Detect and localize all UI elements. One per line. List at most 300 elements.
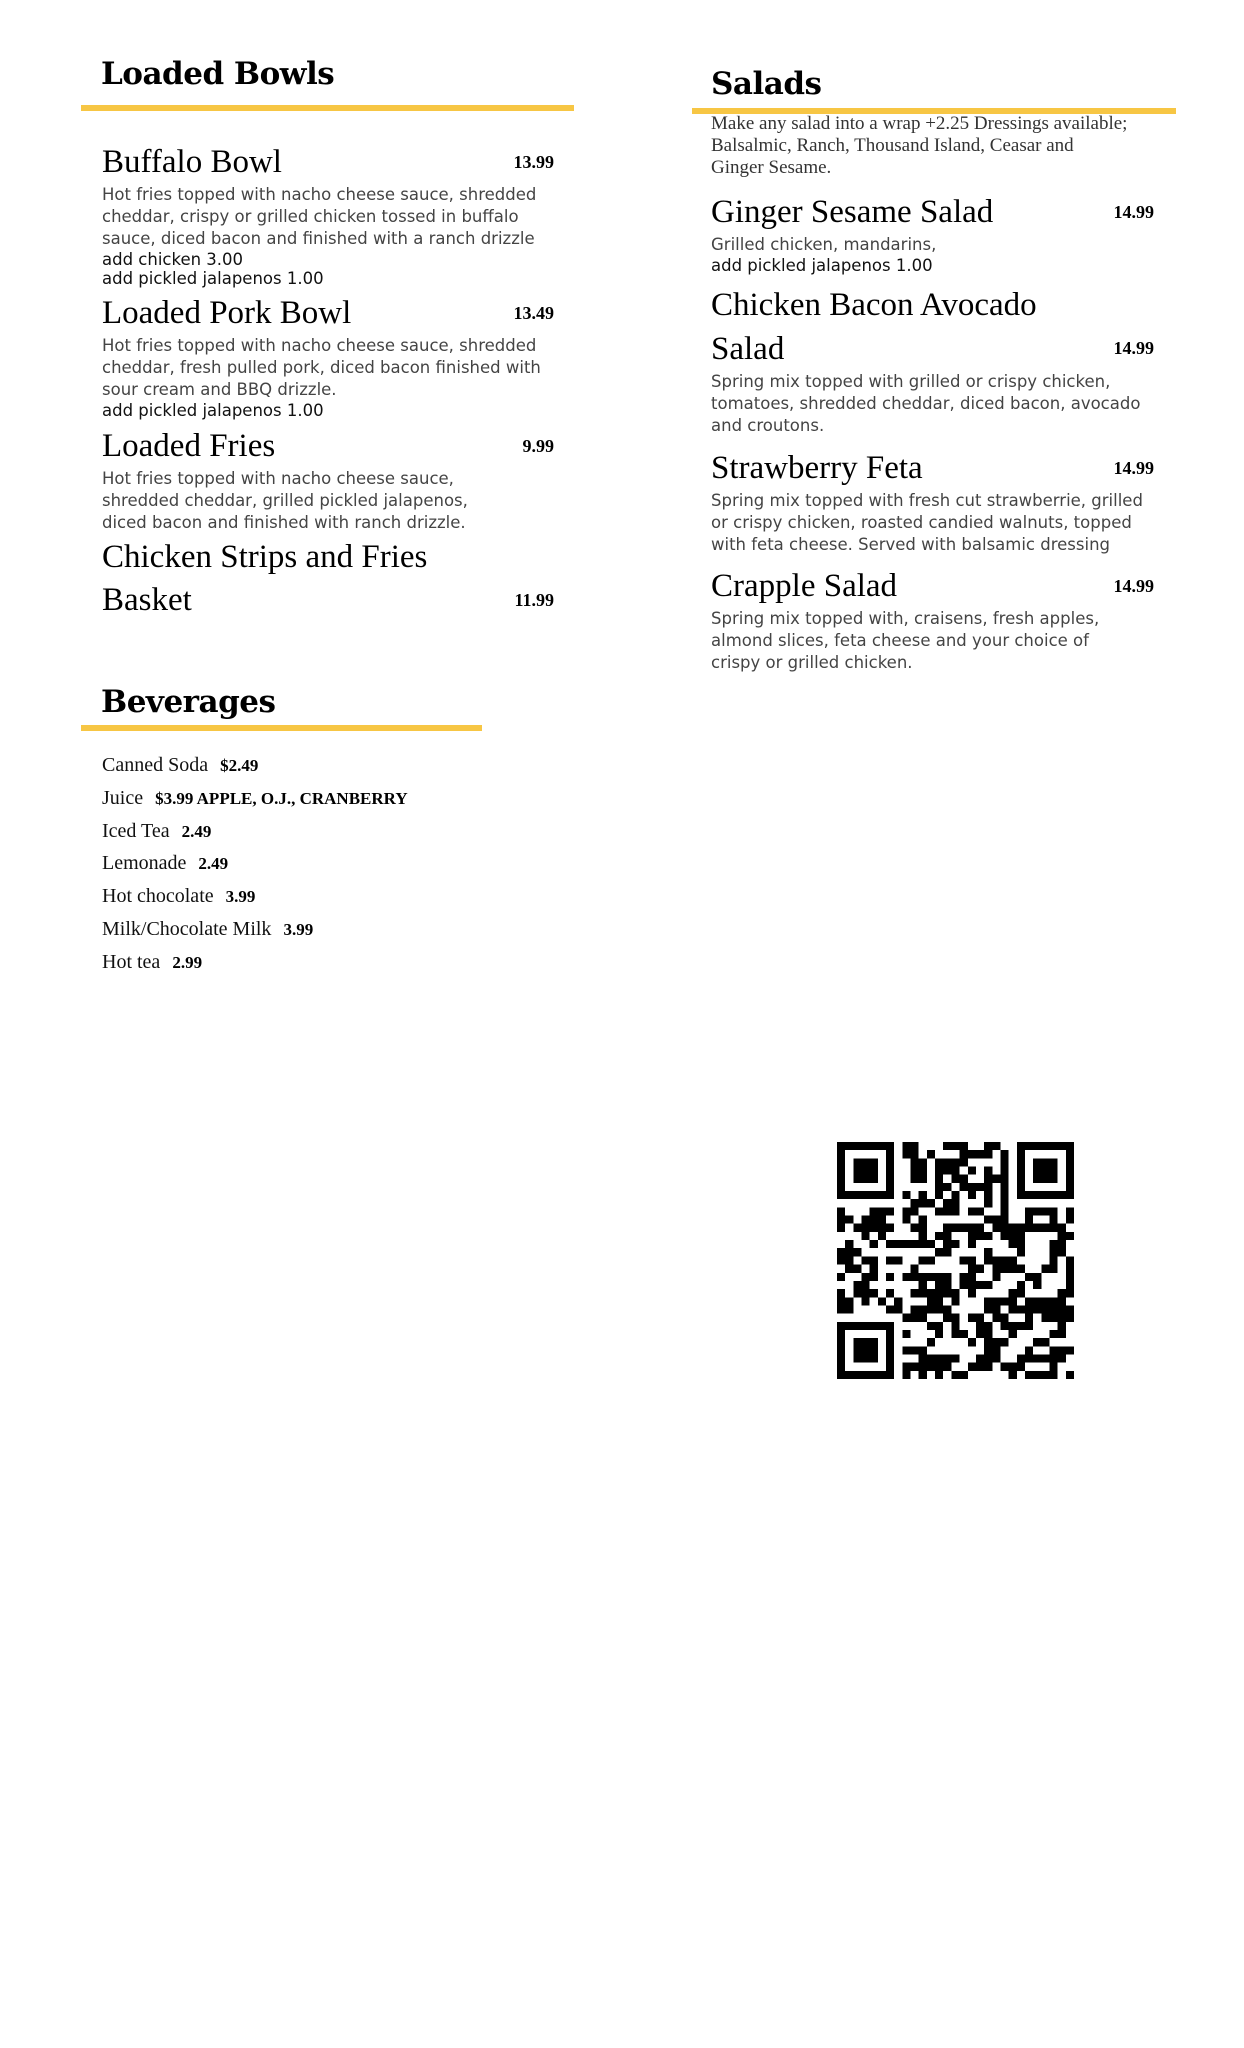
- beverage-price: $3.99 APPLE, O.J., CRANBERRY: [155, 789, 408, 808]
- qr-module: [894, 1256, 902, 1264]
- qr-module: [976, 1265, 984, 1273]
- menu-item-chicken-bacon-avocado-salad: [711, 283, 1154, 437]
- qr-module: [911, 1150, 919, 1158]
- qr-module: [968, 1281, 976, 1289]
- qr-module: [960, 1142, 968, 1150]
- qr-module: [1066, 1305, 1074, 1313]
- qr-module: [1000, 1224, 1008, 1232]
- qr-module: [960, 1150, 968, 1158]
- qr-module: [902, 1314, 910, 1322]
- beverage-name: Iced Tea: [102, 820, 170, 842]
- qr-module: [1049, 1297, 1057, 1305]
- item-description: Spring mix topped with, craisens, fresh apples, almond slices, feta cheese and your choice of crispy or grilled chicken.: [711, 609, 1100, 672]
- qr-module: [943, 1273, 951, 1281]
- qr-module: [943, 1167, 951, 1175]
- qr-module: [902, 1346, 910, 1354]
- qr-module: [984, 1142, 992, 1150]
- qr-module: [943, 1183, 951, 1191]
- qr-module: [837, 1224, 845, 1232]
- qr-module: [968, 1207, 976, 1215]
- qr-module: [853, 1265, 861, 1273]
- qr-module: [1017, 1240, 1025, 1248]
- qr-module: [902, 1363, 910, 1371]
- beverage-name: Juice: [102, 787, 144, 809]
- qr-module: [911, 1305, 919, 1313]
- qr-module: [837, 1297, 845, 1305]
- qr-module: [927, 1289, 935, 1297]
- qr-module: [911, 1240, 919, 1248]
- qr-module: [935, 1232, 943, 1240]
- qr-module: [1033, 1281, 1041, 1289]
- qr-module: [886, 1289, 894, 1297]
- qr-module: [960, 1281, 968, 1289]
- qr-module: [1000, 1314, 1008, 1322]
- qr-module: [1066, 1207, 1074, 1215]
- qr-module: [968, 1240, 976, 1248]
- qr-module: [992, 1224, 1000, 1232]
- qr-module: [837, 1248, 845, 1256]
- qr-module: [976, 1363, 984, 1371]
- menu-item-strawberry-feta: [711, 446, 1154, 556]
- item-price: 14.99: [1113, 576, 1154, 596]
- item-price: 14.99: [1113, 458, 1154, 478]
- qr-module: [992, 1297, 1000, 1305]
- beverages-rule: [81, 725, 482, 731]
- qr-module: [1049, 1216, 1057, 1224]
- qr-module: [1049, 1346, 1057, 1354]
- item-price: 13.99: [513, 152, 554, 172]
- qr-module: [927, 1338, 935, 1346]
- qr-module: [870, 1289, 878, 1297]
- qr-module: [1049, 1224, 1057, 1232]
- qr-module: [845, 1240, 853, 1248]
- qr-module: [992, 1273, 1000, 1281]
- qr-module: [968, 1265, 976, 1273]
- qr-module: [1041, 1371, 1049, 1379]
- qr-module: [919, 1232, 927, 1240]
- qr-module: [951, 1167, 959, 1175]
- item-name: Strawberry Feta: [711, 450, 923, 486]
- qr-module: [992, 1216, 1000, 1224]
- qr-module: [845, 1305, 853, 1313]
- beverage-item: [102, 951, 202, 974]
- qr-module: [1033, 1224, 1041, 1232]
- qr-module: [1025, 1346, 1033, 1354]
- qr-module: [1066, 1256, 1074, 1264]
- qr-module: [943, 1363, 951, 1371]
- qr-module: [1017, 1281, 1025, 1289]
- qr-module: [927, 1354, 935, 1362]
- qr-module: [927, 1273, 935, 1281]
- qr-module: [1049, 1265, 1057, 1273]
- qr-module: [943, 1158, 951, 1166]
- qr-module: [960, 1183, 968, 1191]
- qr-module: [1009, 1330, 1017, 1338]
- qr-module: [951, 1142, 959, 1150]
- qr-module: [1017, 1248, 1025, 1256]
- qr-module: [943, 1142, 951, 1150]
- qr-module: [935, 1354, 943, 1362]
- qr-module: [1049, 1314, 1057, 1322]
- qr-module: [1033, 1297, 1041, 1305]
- qr-module: [870, 1240, 878, 1248]
- qr-module: [992, 1338, 1000, 1346]
- qr-module: [919, 1167, 927, 1175]
- qr-module: [943, 1207, 951, 1215]
- qr-module: [976, 1354, 984, 1362]
- qr-module: [862, 1256, 870, 1264]
- qr-module: [1009, 1305, 1017, 1313]
- beverage-item: [102, 754, 258, 777]
- qr-module: [968, 1183, 976, 1191]
- qr-module: [984, 1281, 992, 1289]
- qr-module: [951, 1199, 959, 1207]
- qr-module: [935, 1305, 943, 1313]
- qr-module: [984, 1232, 992, 1240]
- qr-module: [951, 1207, 959, 1215]
- beverage-item: [102, 918, 313, 941]
- qr-module: [976, 1330, 984, 1338]
- qr-module: [1017, 1289, 1025, 1297]
- qr-module: [1041, 1224, 1049, 1232]
- beverages-title: Beverages: [101, 684, 276, 720]
- qr-module: [1066, 1281, 1074, 1289]
- qr-module: [845, 1216, 853, 1224]
- qr-module: [1009, 1240, 1017, 1248]
- qr-module: [968, 1314, 976, 1322]
- qr-module: [1009, 1297, 1017, 1305]
- qr-module: [984, 1216, 992, 1224]
- qr-module: [853, 1281, 861, 1289]
- item-description: Spring mix topped with grilled or crispy chicken, tomatoes, shredded cheddar, diced bacon, avocado and croutons.: [711, 372, 1141, 435]
- beverage-name: Lemonade: [102, 852, 187, 874]
- qr-module: [919, 1216, 927, 1224]
- qr-module: [1025, 1354, 1033, 1362]
- qr-module: [1066, 1346, 1074, 1354]
- qr-module: [1025, 1305, 1033, 1313]
- qr-module: [935, 1281, 943, 1289]
- item-name: Chicken Strips and Fries Basket: [102, 539, 428, 618]
- menu-item-chicken-strips-basket: [102, 536, 554, 622]
- qr-module: [1017, 1232, 1025, 1240]
- qr-module: [1009, 1224, 1017, 1232]
- qr-module: [935, 1273, 943, 1281]
- qr-module: [919, 1199, 927, 1207]
- qr-module: [976, 1232, 984, 1240]
- qr-module: [919, 1363, 927, 1371]
- beverage-name: Hot tea: [102, 951, 161, 973]
- qr-module: [919, 1240, 927, 1248]
- qr-module: [935, 1371, 943, 1379]
- menu-item-loaded-pork-bowl: [102, 291, 554, 420]
- item-name: Chicken Bacon Avocado Salad: [711, 287, 1037, 367]
- qr-module: [919, 1314, 927, 1322]
- qr-module: [1033, 1207, 1041, 1215]
- qr-module: [984, 1175, 992, 1183]
- qr-module: [1000, 1158, 1008, 1166]
- qr-module: [976, 1183, 984, 1191]
- qr-module: [837, 1289, 845, 1297]
- qr-module: [1009, 1322, 1017, 1330]
- qr-module: [1009, 1265, 1017, 1273]
- qr-module: [886, 1273, 894, 1281]
- qr-module: [984, 1248, 992, 1256]
- qr-module: [862, 1289, 870, 1297]
- qr-module: [1025, 1297, 1033, 1305]
- qr-module: [943, 1224, 951, 1232]
- qr-module: [943, 1199, 951, 1207]
- qr-module: [1041, 1314, 1049, 1322]
- qr-module: [911, 1167, 919, 1175]
- item-description: Grilled chicken, mandarins,: [711, 235, 937, 254]
- qr-module: [911, 1314, 919, 1322]
- qr-module: [1025, 1216, 1033, 1224]
- beverage-name: Canned Soda: [102, 754, 209, 776]
- menu-item-crapple-salad: [711, 564, 1154, 674]
- qr-module: [960, 1371, 968, 1379]
- qr-module: [935, 1158, 943, 1166]
- qr-module: [870, 1265, 878, 1273]
- qr-module: [968, 1256, 976, 1264]
- qr-module: [943, 1281, 951, 1289]
- qr-module: [976, 1150, 984, 1158]
- qr-module: [984, 1167, 992, 1175]
- qr-module: [968, 1273, 976, 1281]
- qr-code-icon[interactable]: [837, 1142, 1074, 1379]
- qr-module: [984, 1191, 992, 1199]
- qr-module: [992, 1354, 1000, 1362]
- qr-module: [1025, 1224, 1033, 1232]
- qr-module: [837, 1216, 845, 1224]
- qr-module: [862, 1232, 870, 1240]
- menu-item-loaded-fries: [102, 424, 554, 534]
- qr-module: [886, 1224, 894, 1232]
- qr-module: [1041, 1207, 1049, 1215]
- qr-module: [1017, 1363, 1025, 1371]
- qr-module: [951, 1322, 959, 1330]
- qr-module: [919, 1281, 927, 1289]
- qr-module: [976, 1224, 984, 1232]
- qr-module: [911, 1207, 919, 1215]
- qr-module: [984, 1346, 992, 1354]
- item-price: 14.99: [1113, 202, 1154, 222]
- qr-module: [845, 1248, 853, 1256]
- beverage-price: 2.49: [198, 854, 229, 873]
- qr-module: [853, 1289, 861, 1297]
- qr-module: [968, 1232, 976, 1240]
- qr-module: [1058, 1330, 1066, 1338]
- qr-module: [951, 1330, 959, 1338]
- item-description: Hot fries topped with nacho cheese sauce, shredded cheddar, crispy or grilled chicken tossed in buffalo sauce, diced bacon and finished with a ranch drizzle: [102, 185, 537, 248]
- qr-module: [1009, 1363, 1017, 1371]
- qr-module: [886, 1207, 894, 1215]
- qr-module: [1000, 1183, 1008, 1191]
- qr-module: [862, 1273, 870, 1281]
- qr-module: [951, 1240, 959, 1248]
- qr-module: [911, 1265, 919, 1273]
- item-description: Spring mix topped with fresh cut strawberrie, grilled or crispy chicken, roasted candied walnuts, topped with feta cheese. Served with balsamic dressing: [711, 491, 1143, 554]
- qr-module: [968, 1289, 976, 1297]
- qr-module: [935, 1167, 943, 1175]
- item-addon: add pickled jalapenos 1.00: [102, 401, 324, 420]
- qr-module: [845, 1256, 853, 1264]
- qr-module: [878, 1297, 886, 1305]
- qr-module: [935, 1297, 943, 1305]
- qr-module: [951, 1289, 959, 1297]
- qr-module: [1058, 1289, 1066, 1297]
- qr-module: [919, 1191, 927, 1199]
- item-addon: add chicken 3.00: [102, 250, 244, 269]
- qr-module: [1041, 1354, 1049, 1362]
- qr-module: [919, 1273, 927, 1281]
- qr-module: [1058, 1305, 1066, 1313]
- qr-module: [1000, 1232, 1008, 1240]
- loaded-bowls-rule: [81, 105, 574, 111]
- qr-module: [902, 1191, 910, 1199]
- qr-module: [984, 1363, 992, 1371]
- item-name: Loaded Pork Bowl: [102, 295, 352, 331]
- qr-module: [1041, 1338, 1049, 1346]
- qr-module: [927, 1322, 935, 1330]
- qr-module: [1058, 1354, 1066, 1362]
- qr-module: [862, 1224, 870, 1232]
- qr-module: [911, 1158, 919, 1166]
- qr-module: [919, 1158, 927, 1166]
- qr-module: [1058, 1297, 1066, 1305]
- qr-module: [935, 1248, 943, 1256]
- qr-module: [1049, 1371, 1057, 1379]
- qr-module: [935, 1183, 943, 1191]
- qr-module: [1017, 1322, 1025, 1330]
- qr-module: [870, 1224, 878, 1232]
- qr-module: [1033, 1338, 1041, 1346]
- qr-module: [862, 1281, 870, 1289]
- qr-module: [845, 1297, 853, 1305]
- item-price: 14.99: [1113, 338, 1154, 358]
- qr-module: [870, 1256, 878, 1264]
- qr-module: [1033, 1273, 1041, 1281]
- qr-module: [1025, 1273, 1033, 1281]
- qr-module: [911, 1289, 919, 1297]
- qr-module: [1000, 1191, 1008, 1199]
- qr-module: [837, 1207, 845, 1215]
- qr-module: [1066, 1314, 1074, 1322]
- qr-module: [984, 1199, 992, 1207]
- beverage-name: Milk/Chocolate Milk: [102, 918, 272, 940]
- qr-module: [1049, 1354, 1057, 1362]
- qr-module: [1000, 1338, 1008, 1346]
- qr-module: [902, 1273, 910, 1281]
- qr-module: [935, 1322, 943, 1330]
- qr-module: [853, 1248, 861, 1256]
- qr-module: [960, 1273, 968, 1281]
- qr-module: [1066, 1216, 1074, 1224]
- qr-module: [992, 1314, 1000, 1322]
- qr-module: [870, 1216, 878, 1224]
- qr-module: [862, 1216, 870, 1224]
- qr-module: [886, 1240, 894, 1248]
- item-name: Crapple Salad: [711, 568, 898, 604]
- qr-module: [984, 1297, 992, 1305]
- qr-module: [894, 1297, 902, 1305]
- qr-module: [927, 1297, 935, 1305]
- beverage-item: [102, 885, 255, 908]
- qr-module: [976, 1322, 984, 1330]
- beverage-price: $2.49: [220, 756, 259, 775]
- qr-module: [919, 1371, 927, 1379]
- qr-module: [1000, 1167, 1008, 1175]
- qr-module: [984, 1150, 992, 1158]
- qr-module: [951, 1191, 959, 1199]
- qr-module: [911, 1273, 919, 1281]
- qr-module: [951, 1314, 959, 1322]
- qr-module: [919, 1354, 927, 1362]
- qr-module: [951, 1354, 959, 1362]
- qr-module: [1025, 1322, 1033, 1330]
- qr-module: [1009, 1232, 1017, 1240]
- qr-module: [951, 1158, 959, 1166]
- qr-module: [911, 1346, 919, 1354]
- qr-module: [992, 1256, 1000, 1264]
- item-description: Hot fries topped with nacho cheese sauce, shredded cheddar, grilled pickled jalapenos, diced bacon and finished with ranch drizzle.: [102, 469, 468, 532]
- qr-module: [911, 1224, 919, 1232]
- qr-module: [1066, 1289, 1074, 1297]
- qr-module: [911, 1363, 919, 1371]
- qr-module: [1058, 1240, 1066, 1248]
- qr-module: [878, 1224, 886, 1232]
- qr-module: [1009, 1371, 1017, 1379]
- qr-module: [902, 1207, 910, 1215]
- qr-module: [1049, 1240, 1057, 1248]
- menu-item-buffalo-bowl: [102, 140, 554, 288]
- loaded-bowls-title: Loaded Bowls: [101, 56, 335, 92]
- qr-module: [886, 1256, 894, 1264]
- beverage-price: 2.99: [172, 953, 203, 972]
- qr-module: [943, 1240, 951, 1248]
- qr-module: [1049, 1363, 1057, 1371]
- qr-module: [927, 1363, 935, 1371]
- qr-module: [951, 1175, 959, 1183]
- qr-module: [1041, 1265, 1049, 1273]
- qr-module: [976, 1207, 984, 1215]
- qr-module: [1041, 1305, 1049, 1313]
- qr-module: [984, 1256, 992, 1264]
- qr-module: [902, 1216, 910, 1224]
- qr-module: [992, 1305, 1000, 1313]
- qr-module: [968, 1363, 976, 1371]
- qr-module: [902, 1371, 910, 1379]
- qr-module: [943, 1354, 951, 1362]
- beverage-price: 2.49: [181, 822, 212, 841]
- qr-module: [919, 1224, 927, 1232]
- qr-module: [886, 1305, 894, 1313]
- qr-module: [1017, 1354, 1025, 1362]
- qr-module: [1066, 1371, 1074, 1379]
- salads-note: Make any salad into a wrap +2.25 Dressings available; Balsalmic, Ranch, Thousand Island, Ceasar and Ginger Sesame.: [711, 113, 1128, 178]
- item-name: Ginger Sesame Salad: [711, 194, 994, 230]
- qr-module: [960, 1330, 968, 1338]
- qr-module: [902, 1240, 910, 1248]
- qr-module: [1009, 1256, 1017, 1264]
- item-price: 9.99: [522, 436, 554, 456]
- beverage-name: Hot chocolate: [102, 885, 214, 907]
- qr-module: [984, 1322, 992, 1330]
- qr-module: [1025, 1371, 1033, 1379]
- qr-module: [960, 1256, 968, 1264]
- qr-module: [1009, 1289, 1017, 1297]
- item-addon: add pickled jalapenos 1.00: [711, 256, 933, 275]
- qr-module: [1025, 1207, 1033, 1215]
